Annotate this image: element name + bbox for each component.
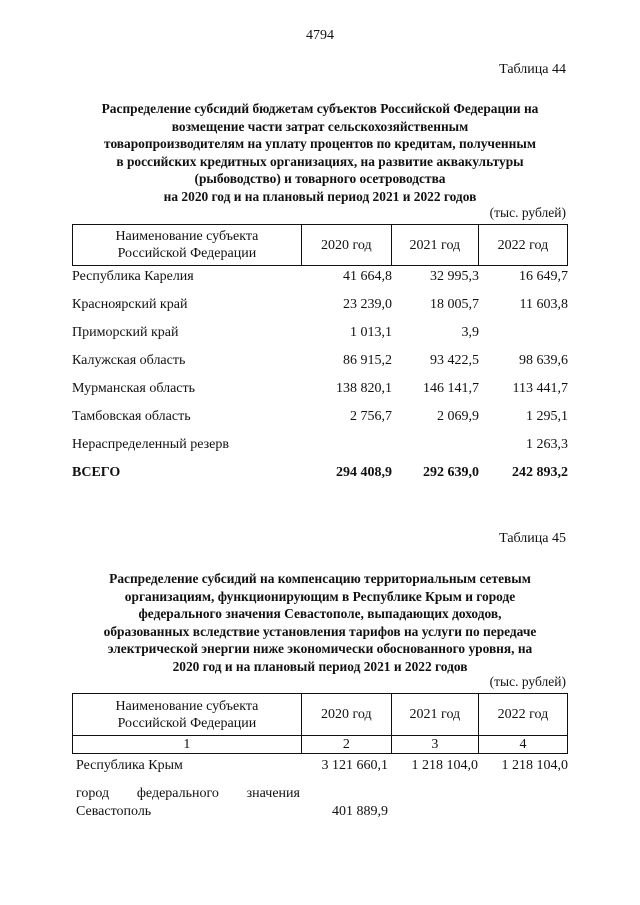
header-2020: 2020 год xyxy=(301,225,391,266)
word: федерального xyxy=(136,786,219,801)
row-name: Мурманская область xyxy=(72,381,196,396)
cell-2020: 41 664,8 xyxy=(343,269,392,284)
cell-2020: 2 756,7 xyxy=(350,409,392,424)
table-45-label: Таблица 45 xyxy=(499,531,566,546)
title-line: организациям, функционирующим в Республике Крым и городе xyxy=(124,588,516,604)
sevastopol-name-line1 xyxy=(76,786,300,802)
cell-2020: 1 013,1 xyxy=(350,325,392,340)
table-45-header xyxy=(72,693,568,754)
row-name: Тамбовская область xyxy=(72,409,191,424)
row-name: Республика Карелия xyxy=(72,269,194,284)
cell-2020 xyxy=(302,431,392,459)
table-row xyxy=(76,804,568,824)
cell-2021 xyxy=(392,431,479,459)
header-subject-line: Российской Федерации xyxy=(117,246,257,261)
cell-2020: 138 820,1 xyxy=(336,381,392,396)
cell-2021: 146 141,7 xyxy=(423,381,479,396)
cell-2022: 113 441,7 xyxy=(512,381,568,396)
title-line: возмещение части затрат сельскохозяйственным xyxy=(171,118,469,134)
row-name: Нераспределенный резерв xyxy=(72,437,229,452)
cell-2022: 1 263,3 xyxy=(526,437,568,452)
row-name: Калужская область xyxy=(72,353,186,368)
cell-2021: 93 422,5 xyxy=(430,353,479,368)
table-row xyxy=(72,347,568,375)
cell-2022: 11 603,8 xyxy=(519,297,568,312)
title-line: на 2020 год и на плановый период 2021 и 2022 годов xyxy=(163,188,477,204)
header-2022: 2022 год xyxy=(478,225,567,266)
header-subject xyxy=(73,225,302,266)
column-number-row xyxy=(73,736,568,754)
table-44-body xyxy=(72,263,568,487)
total-2020: 294 408,9 xyxy=(336,465,392,480)
table-44-header xyxy=(72,224,568,266)
header-subject-line: Российской Федерации xyxy=(117,715,257,731)
cell-2021: 18 005,7 xyxy=(430,297,479,312)
header-2020: 2020 год xyxy=(301,694,391,736)
title-line: (рыбоводство) и товарного осетроводства xyxy=(194,171,446,187)
table-44-title xyxy=(70,100,570,206)
cell-2020: 23 239,0 xyxy=(343,297,392,312)
table-44-units: (тыс. рублей) xyxy=(489,205,566,220)
table-45-title xyxy=(70,570,570,676)
total-2021: 292 639,0 xyxy=(423,465,479,480)
cell-2022: 1 218 104,0 xyxy=(501,758,568,773)
col-number: 4 xyxy=(478,736,567,754)
title-line: федерального значения Севастополе, выпадающих доходов, xyxy=(138,606,502,622)
title-line: товаропроизводителям на уплату процентов по кредитам, полученным xyxy=(104,136,536,152)
col-number: 1 xyxy=(73,736,302,754)
row-name: Красноярский край xyxy=(72,297,188,312)
header-subject-line: Наименование субъекта xyxy=(115,229,259,244)
cell-2021: 1 218 104,0 xyxy=(411,758,478,773)
table-row xyxy=(72,431,568,459)
total-label: ВСЕГО xyxy=(72,465,121,480)
title-line: 2020 год и на плановый период 2021 и 2022 годов xyxy=(172,658,468,674)
table-row xyxy=(72,403,568,431)
table-row xyxy=(72,319,568,347)
title-line: Распределение субсидий на компенсацию территориальным сетевым xyxy=(109,571,531,586)
cell-2021: 32 995,3 xyxy=(430,269,479,284)
title-line: в российских кредитных организациях, на развитие аквакультуры xyxy=(116,153,524,169)
cell-2020: 86 915,2 xyxy=(343,353,392,368)
cell-2021: 3,9 xyxy=(461,325,479,340)
title-line: образованных вследствие установления тарифов на услуги по передаче xyxy=(103,623,537,639)
total-2022: 242 893,2 xyxy=(512,465,568,480)
cell-2020: 401 889,9 xyxy=(332,804,388,819)
header-2021: 2021 год xyxy=(391,694,478,736)
page-number: 4794 xyxy=(306,28,334,43)
table-row xyxy=(72,375,568,403)
row-name: Севастополь xyxy=(76,804,152,819)
header-2022: 2022 год xyxy=(478,694,567,736)
table-44-label: Таблица 44 xyxy=(499,62,566,77)
row-name: Республика Крым xyxy=(76,758,183,773)
cell-2022: 1 295,1 xyxy=(526,409,568,424)
header-subject-line: Наименование субъекта xyxy=(115,698,259,714)
header-2021: 2021 год xyxy=(391,225,478,266)
word: город xyxy=(76,786,110,801)
cell-2020: 3 121 660,1 xyxy=(321,758,388,773)
col-number: 3 xyxy=(391,736,478,754)
table-row xyxy=(72,263,568,291)
row-name: Приморский край xyxy=(72,325,179,340)
table-45-units: (тыс. рублей) xyxy=(489,674,566,689)
table-row xyxy=(76,758,568,778)
header-subject xyxy=(73,694,302,736)
col-number: 2 xyxy=(301,736,391,754)
cell-2021: 2 069,9 xyxy=(437,409,479,424)
title-line: Распределение субсидий бюджетам субъектов Российской Федерации на xyxy=(101,101,539,116)
cell-2022 xyxy=(479,319,568,347)
total-row xyxy=(72,459,568,487)
word: значения xyxy=(246,786,300,801)
cell-2022: 16 649,7 xyxy=(519,269,568,284)
title-line: электрической энергии ниже экономически обоснованного уровня, на xyxy=(107,641,533,657)
table-row xyxy=(72,291,568,319)
cell-2022: 98 639,6 xyxy=(519,353,568,368)
